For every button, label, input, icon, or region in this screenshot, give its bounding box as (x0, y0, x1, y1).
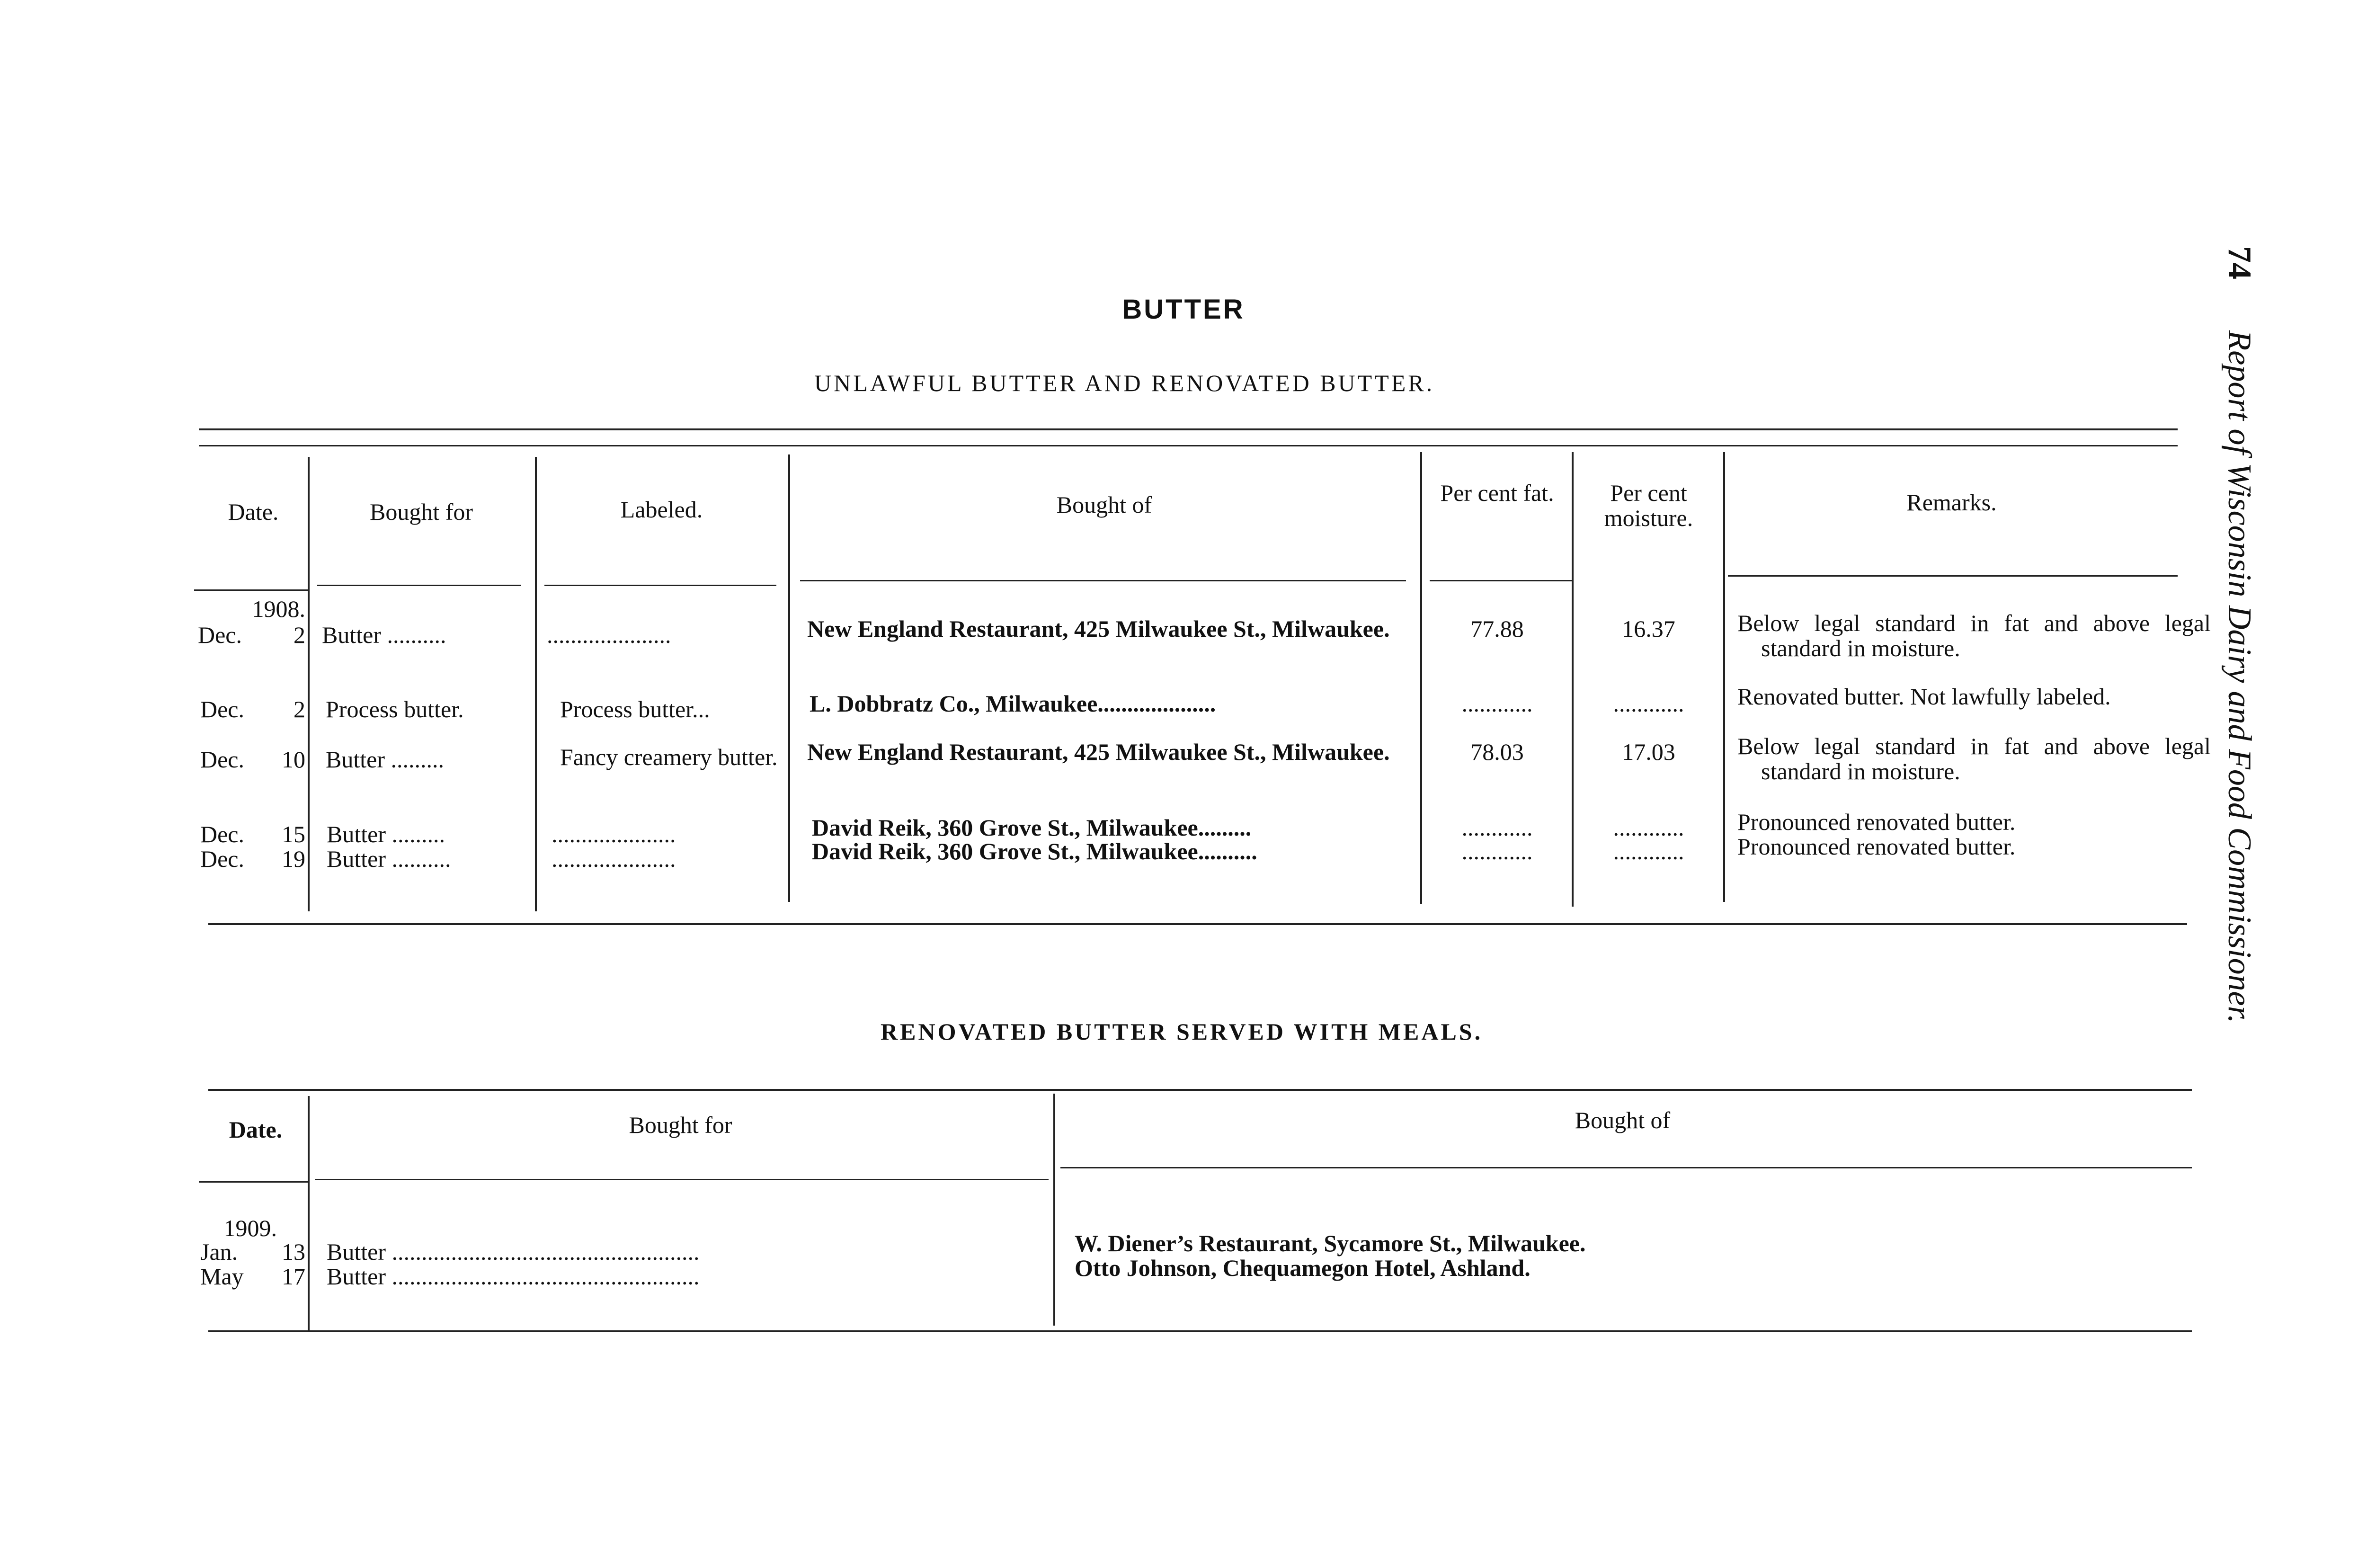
date-day: 17 (282, 1263, 305, 1290)
bought-of: L. Dobbratz Co., Milwaukee.................... (810, 690, 1216, 717)
remarks: Pronounced renovated butter. (1737, 833, 2016, 860)
bought-for: Butter .......... (327, 846, 451, 872)
year-label: 1909. (223, 1215, 277, 1241)
date-day: 2 (294, 696, 305, 722)
moisture-value: ............ (1613, 690, 1684, 717)
date-day: 10 (282, 746, 305, 773)
col-header-bought-of: Bought of (1056, 491, 1152, 518)
header-rule-bought-of (800, 580, 1406, 581)
bought-of: David Reik, 360 Grove St., Milwaukee.......... (812, 838, 1257, 864)
bought-for: Butter .......... (322, 622, 446, 648)
fat-value: 78.03 (1470, 739, 1524, 765)
header-rule-bought-for (317, 585, 521, 586)
t2-header-rule-date (199, 1181, 308, 1183)
remarks: Below legal standard in fat and above legal standard in moisture. (1737, 610, 2211, 661)
table2-top-rule (208, 1089, 2192, 1091)
page-heading: BUTTER (1122, 294, 1245, 325)
running-header (2192, 246, 2258, 1335)
bought-of: Otto Johnson, Chequamegon Hotel, Ashland. (1075, 1255, 1531, 1281)
t2-header-rule-bought-of (1060, 1167, 2192, 1168)
date-month: Dec. (200, 846, 244, 872)
table1-bottom-rule (208, 923, 2187, 925)
moisture-value: ............ (1613, 814, 1684, 841)
bought-of: David Reik, 360 Grove St., Milwaukee......... (812, 814, 1252, 841)
year-label: 1908. (252, 596, 305, 622)
bought-of: New England Restaurant, 425 Milwaukee St., Milwaukee. (807, 739, 1390, 765)
col-header-labeled: Labeled. (620, 496, 703, 523)
bought-for: Butter ......... (326, 746, 444, 773)
col-divider-4 (1420, 452, 1422, 904)
col-header-moisture: Per cent moisture. (1604, 480, 1693, 531)
bought-for: Butter ......... (327, 821, 445, 847)
header-rule-labeled (544, 585, 776, 586)
col-divider-1 (308, 457, 310, 911)
date-day: 2 (294, 622, 305, 648)
moisture-value: 16.37 (1622, 615, 1675, 642)
table1-title: UNLAWFUL BUTTER AND RENOVATED BUTTER. (814, 370, 1435, 396)
moisture-value: ............ (1613, 838, 1684, 864)
date-month: Dec. (200, 821, 244, 847)
table2-title: RENOVATED BUTTER SERVED WITH MEALS. (881, 1018, 1483, 1045)
header-rule-date (194, 589, 308, 591)
bought-of: New England Restaurant, 425 Milwaukee St., Milwaukee. (807, 615, 1390, 642)
remarks: Below legal standard in fat and above legal standard in moisture. (1737, 733, 2211, 784)
moisture-value: 17.03 (1622, 739, 1675, 765)
table1-top-rule (199, 428, 2178, 430)
header-rule-remarks (1728, 575, 2178, 577)
date-day: 19 (282, 846, 305, 872)
date-month: Dec. (200, 696, 244, 722)
running-title: Report of Wisconsin Dairy and Food Commissioner. (2221, 330, 2258, 1024)
bought-for: Butter .................................................... (327, 1238, 700, 1265)
remarks: Renovated butter. Not lawfully labeled. (1737, 683, 2111, 710)
labeled: ..................... (547, 622, 671, 648)
table2-bottom-rule (208, 1330, 2192, 1332)
t2-col-header-bought-for: Bought for (629, 1112, 732, 1138)
header-rule-fat (1430, 580, 1572, 581)
date-month: Dec. (198, 622, 242, 648)
col-divider-2 (535, 457, 537, 911)
fat-value: ............ (1461, 814, 1533, 841)
table1-top-rule-2 (199, 445, 2178, 446)
t2-col-header-date: Date. (229, 1116, 283, 1143)
date-month: May (200, 1263, 244, 1290)
page-number: 74 (2221, 246, 2258, 279)
col-divider-5 (1572, 452, 1574, 907)
labeled: Fancy creamery butter. (560, 744, 778, 770)
col-header-bought-for: Bought for (369, 499, 473, 525)
col-header-date: Date. (228, 499, 279, 525)
fat-value: ............ (1461, 690, 1533, 717)
date-month: Dec. (200, 746, 244, 773)
col-divider-6 (1723, 452, 1725, 902)
t2-col-header-bought-of: Bought of (1575, 1107, 1671, 1133)
bought-for: Butter .................................................... (327, 1263, 700, 1290)
bought-of: W. Diener’s Restaurant, Sycamore St., Milwaukee. (1075, 1230, 1586, 1256)
fat-value: ............ (1461, 838, 1533, 864)
labeled: ..................... (552, 821, 676, 847)
col-header-remarks: Remarks. (1906, 489, 1997, 516)
t2-header-rule-bought-for (315, 1179, 1049, 1180)
col-header-fat: Per cent fat. (1440, 480, 1554, 506)
date-day: 13 (282, 1238, 305, 1265)
labeled: ..................... (552, 846, 676, 872)
fat-value: 77.88 (1470, 615, 1524, 642)
bought-for: Process butter. (326, 696, 464, 722)
remarks: Pronounced renovated butter. (1737, 809, 2016, 835)
date-day: 15 (282, 821, 305, 847)
labeled: Process butter... (560, 696, 710, 722)
col-divider-3 (788, 454, 790, 902)
date-month: Jan. (200, 1238, 238, 1265)
